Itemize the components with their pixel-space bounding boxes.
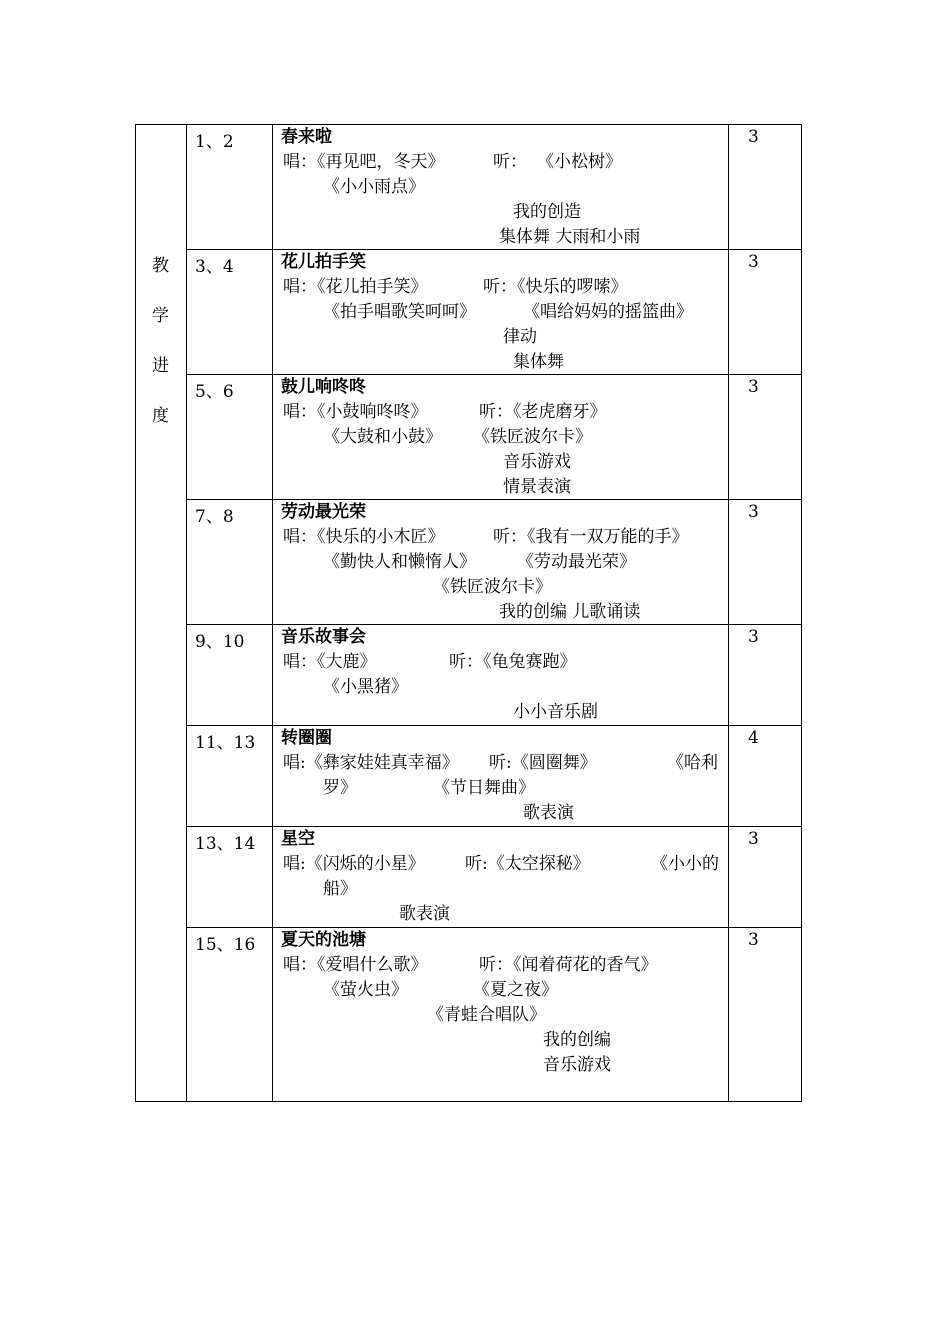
- hours-cell: 3: [748, 930, 759, 950]
- content-text: 船》: [323, 879, 357, 899]
- content-line: [281, 953, 731, 978]
- listen-text: 听：《快乐的啰嗦》: [483, 277, 628, 297]
- content-line: [281, 150, 731, 175]
- hours-cell: 3: [748, 627, 759, 647]
- content-line: [281, 450, 731, 475]
- song-text: 唱：《快乐的小木匠》: [283, 527, 445, 547]
- content-text: 《夏之夜》: [473, 980, 558, 1000]
- content-line: [281, 525, 731, 550]
- week-cell: 7、8: [195, 507, 234, 527]
- activity-text: 音乐游戏: [543, 1055, 611, 1075]
- content-text: 罗》: [323, 778, 357, 798]
- week-cell: 5、6: [195, 382, 234, 402]
- listen-text: 《小松树》: [537, 152, 622, 172]
- activity-text: 我的创编: [543, 1030, 611, 1050]
- table-row: [187, 927, 801, 1101]
- lesson-content: [281, 125, 731, 250]
- content-text: 《青蛙合唱队》: [427, 1005, 546, 1025]
- content-line: [281, 300, 731, 325]
- activity-text: 音乐游戏: [503, 452, 571, 472]
- table-row: [187, 725, 801, 826]
- activity-text: 歌表演: [399, 904, 450, 924]
- section-label-char: 度: [152, 406, 169, 426]
- content-line: [281, 475, 731, 500]
- schedule-table: [135, 124, 802, 1102]
- table-row: [187, 374, 801, 499]
- section-label-char: 教: [152, 256, 169, 276]
- content-text: 《唱给妈妈的摇篮曲》: [523, 302, 693, 322]
- content-line: [281, 600, 731, 625]
- content-line: [281, 700, 731, 725]
- table-border-bottom: [135, 1101, 802, 1102]
- section-label: [135, 124, 186, 1102]
- content-text: 《节日舞曲》: [433, 778, 535, 798]
- hours-cell: 4: [748, 728, 759, 748]
- week-cell: 9、10: [195, 632, 245, 652]
- content-line: [281, 550, 731, 575]
- lesson-content: [281, 827, 731, 927]
- unit-title: 音乐故事会: [281, 627, 366, 647]
- activity-text: 集体舞 大雨和小雨: [499, 227, 641, 247]
- listen-text: 听:《圆圈舞》: [489, 753, 597, 773]
- table-row: [187, 249, 801, 374]
- section-label-char: 学: [152, 306, 169, 326]
- song-text: 唱：《爱唱什么歌》: [283, 955, 428, 975]
- content-line: [281, 852, 731, 877]
- content-line: [281, 400, 731, 425]
- content-line: [281, 978, 731, 1003]
- content-line: [281, 751, 731, 776]
- week-cell: 3、4: [195, 257, 234, 277]
- unit-title: 夏天的池塘: [281, 930, 366, 950]
- table-row: [187, 124, 801, 249]
- listen-text: 听：《我有一双万能的手》: [493, 527, 689, 547]
- lesson-content: [281, 625, 731, 725]
- listen-text: 听：《老虎磨牙》: [479, 402, 607, 422]
- week-cell: 11、13: [195, 733, 256, 753]
- content-text: 《萤火虫》: [323, 980, 408, 1000]
- content-text: 《铁匠波尔卡》: [473, 427, 592, 447]
- week-cell: 1、2: [195, 132, 234, 152]
- unit-title: 劳动最光荣: [281, 502, 366, 522]
- song-text: 唱：《大鹿》: [283, 652, 377, 672]
- content-line: [281, 200, 731, 225]
- content-text: 《小黑猪》: [323, 677, 408, 697]
- listen-text: 听：《闻着荷花的香气》: [479, 955, 658, 975]
- hours-cell: 3: [748, 502, 759, 522]
- song-text: 唱:《闪烁的小星》: [283, 854, 425, 874]
- content-line: [281, 1053, 731, 1078]
- activity-text: 歌表演: [523, 803, 574, 823]
- content-line: [281, 325, 731, 350]
- activity-text: 集体舞: [513, 352, 564, 372]
- content-text: 《小小雨点》: [323, 177, 425, 197]
- content-line: [281, 801, 731, 826]
- content-line: [281, 650, 731, 675]
- section-label-char: 进: [152, 356, 169, 376]
- content-line: [281, 1028, 731, 1053]
- song-text: 唱：《再见吧，冬天》: [283, 152, 445, 172]
- content-text: 《大鼓和小鼓》: [323, 427, 442, 447]
- listen-text: 《哈利: [667, 753, 718, 773]
- content-line: [281, 425, 731, 450]
- content-line: [281, 350, 731, 375]
- hours-cell: 3: [748, 127, 759, 147]
- activity-text: 我的创造: [513, 202, 581, 222]
- activity-text: 我的创编 儿歌诵读: [499, 602, 641, 622]
- activity-text: 小小音乐剧: [513, 702, 598, 722]
- activity-text: 律动: [503, 327, 537, 347]
- unit-title: 鼓儿响咚咚: [281, 377, 366, 397]
- content-text: 《劳动最光荣》: [517, 552, 636, 572]
- content-line: [281, 575, 731, 600]
- lesson-content: [281, 250, 731, 375]
- content-text: 《铁匠波尔卡》: [433, 577, 552, 597]
- unit-title: 春来啦: [281, 127, 332, 147]
- table-row: [187, 624, 801, 725]
- listen-text: 《小小的: [651, 854, 719, 874]
- hours-cell: 3: [748, 252, 759, 272]
- content-text: 《拍手唱歌笑呵呵》: [323, 302, 476, 322]
- listen-text: 听:《太空探秘》: [465, 854, 590, 874]
- lesson-content: [281, 500, 731, 625]
- content-line: [281, 902, 731, 927]
- listen-label: 听：: [493, 152, 527, 172]
- content-line: [281, 675, 731, 700]
- song-text: 唱：《花儿拍手笑》: [283, 277, 428, 297]
- lesson-content: [281, 726, 731, 826]
- table-row: [187, 826, 801, 927]
- content-text: 《勤快人和懒惰人》: [323, 552, 476, 572]
- song-text: 唱：《小鼓响咚咚》: [283, 402, 428, 422]
- lesson-content: [281, 375, 731, 500]
- content-line: [281, 877, 731, 902]
- week-cell: 15、16: [195, 935, 256, 955]
- week-cell: 13、14: [195, 834, 256, 854]
- unit-title: 转圈圈: [281, 728, 332, 748]
- table-border-right: [801, 124, 802, 1102]
- content-line: [281, 776, 731, 801]
- table-row: [187, 499, 801, 624]
- content-line: [281, 275, 731, 300]
- hours-cell: 3: [748, 377, 759, 397]
- lesson-content: [281, 928, 731, 1078]
- listen-text: 听：《龟兔赛跑》: [449, 652, 577, 672]
- song-text: 唱:《彝家娃娃真幸福》: [283, 753, 459, 773]
- activity-text: 情景表演: [503, 477, 571, 497]
- unit-title: 星空: [281, 829, 315, 849]
- unit-title: 花儿拍手笑: [281, 252, 366, 272]
- content-line: [281, 175, 731, 200]
- content-line: [281, 1003, 731, 1028]
- hours-cell: 3: [748, 829, 759, 849]
- content-line: [281, 225, 731, 250]
